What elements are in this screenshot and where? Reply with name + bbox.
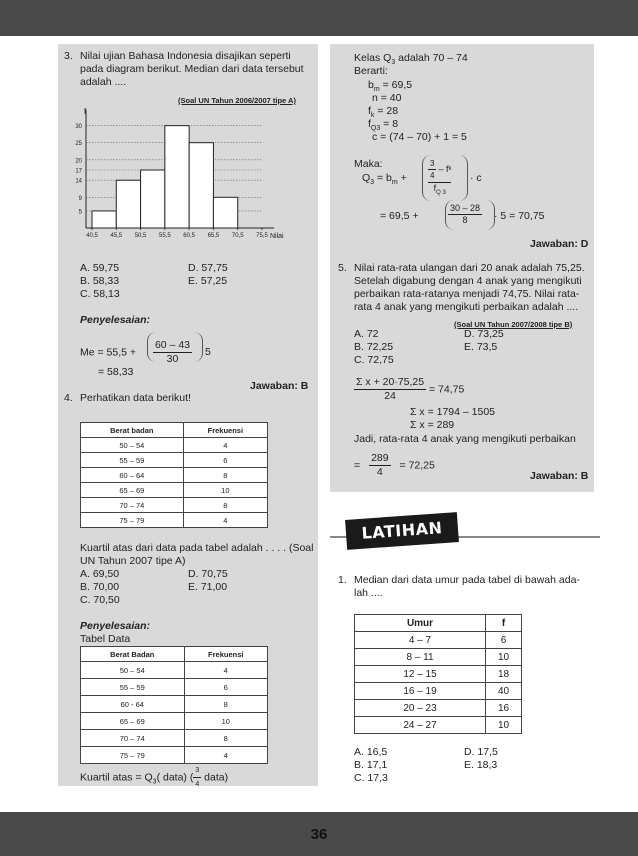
q4-options-right: D. 70,75 E. 71,00 [188, 568, 228, 593]
eq2-prefix: = 69,5 + [380, 210, 419, 222]
table-row: 70 – 74 8 [81, 730, 268, 747]
q5-eq3: Σ x = 289 [410, 419, 455, 431]
q4-table-2: Berat Badan Frekuensi 50 – 54 4 55 – 59 6 60 - 64 8 65 – 69 10 70 – 74 8 75 – 79 4 [80, 646, 268, 764]
fq3-line: $f_{Q3} = 8$ [368, 118, 399, 133]
top-torn-band [0, 0, 638, 36]
table-row: 65 – 69 10 [81, 713, 268, 730]
page-number: 36 [310, 826, 328, 843]
eq2-fraction: $\frac{30 - 28}{8}$ [450, 203, 481, 225]
q5-eq2: Σ x = 1794 – 1505 [410, 406, 496, 418]
q4-solution-label: Penyelesaian: [80, 620, 151, 632]
y-tick-label: 5 [78, 209, 82, 216]
table-row: 75 – 79 4 [81, 513, 268, 528]
l1-text: Median dari data umur pada tabel di bawah ada- lah .... [354, 574, 580, 599]
x-tick-label: 75,5 [256, 233, 268, 239]
q4-table: Berat badan Frekuensi 50 – 54 4 55 – 59 6 60 – 64 8 65 – 69 10 70 – 74 8 75 – 79 4 [80, 422, 268, 528]
histogram-chart [72, 104, 312, 246]
q3-answer: Jawaban: B [250, 380, 309, 392]
y-tick-label: 20 [75, 158, 82, 165]
y-tick-label: 17 [75, 168, 82, 175]
n-line: n = 40 [372, 92, 402, 104]
l1-options-right: D. 17,5 E. 18,3 [464, 746, 498, 771]
x-tick-label: 65,5 [207, 233, 220, 239]
berarti-label: Berarti: [354, 65, 388, 77]
histogram-bar [213, 197, 237, 228]
table-row: 60 – 64 8 [81, 468, 268, 483]
table-row: 55 – 59 6 [81, 679, 268, 696]
table-row: 65 – 69 10 [81, 483, 268, 498]
q5-answer: Jawaban: B [530, 470, 589, 482]
x-tick-label: 70,5 [231, 233, 244, 239]
y-tick-label: 14 [75, 178, 82, 185]
q3-source: (Soal UN Tahun 2006/2007 tipe A) [178, 96, 296, 105]
formula-fraction: $\frac{3}{4}$ – f k $f_{Q 3}$ [428, 158, 451, 199]
x-tick-label: 40,5 [86, 233, 98, 239]
kelas-q3: Kelas $Q_3$ adalah 70 – 74 [354, 52, 468, 67]
q5-options-left: A. 72 B. 72,25 C. 72,75 [354, 328, 394, 366]
q5-text: Nilai rata-rata ulangan dari 20 anak adalah 75,25. Setelah digabung dengan 4 anak yang mengikuti perbaikan rata-ratanya menjadi 74,75. Nilai rata- rata 4 anak yang mengikuti perbaikan adalah .... [354, 262, 585, 313]
q3-options-right: D. 57,75 E. 57,25 [188, 262, 228, 287]
histogram-bar [165, 126, 189, 228]
q3-options-left: A. 59,75 B. 58,33 C. 58,13 [80, 262, 120, 300]
q3-me-result: = 58,33 [98, 366, 134, 378]
maka-label: Maka: [354, 158, 383, 170]
table-row: 8 – 11 10 [355, 649, 522, 666]
table-row: 16 – 19 40 [355, 683, 522, 700]
times-c: · c [470, 172, 482, 184]
table-row: 60 - 64 8 [81, 696, 268, 713]
bm-line: $b_m = 69,5$ [368, 79, 413, 94]
histogram-bar [116, 180, 140, 228]
l1-number: 1. [338, 574, 347, 586]
x-tick-label: 55,5 [159, 233, 171, 239]
q3-text: Nilai ujian Bahasa Indonesia disajikan seperti pada diagram berikut. Median dari data tersebut adalah .... [80, 50, 304, 88]
fk-line: $f_k = 28$ [368, 105, 399, 120]
y-tick-label: 9 [78, 195, 82, 202]
latihan-soal-heading: LATIHAN SOAL [345, 512, 459, 550]
histogram-bar [141, 170, 165, 228]
q4-answer: Jawaban: D [530, 238, 589, 250]
c-line: c = (74 – 70) + 1 = 5 [372, 131, 467, 143]
table-row: 70 – 74 8 [81, 498, 268, 513]
histogram-bar [92, 211, 116, 228]
q5-jadi: Jadi, rata-rata 4 anak yang mengikuti perbaikan [354, 433, 576, 445]
q4-text: Perhatikan data berikut! [80, 392, 191, 404]
table-row: 24 – 27 10 [355, 717, 522, 734]
q3-paren [147, 332, 203, 362]
q5-source: (Soal UN Tahun 2007/2008 tipe B) [454, 320, 573, 329]
x-axis-label: Nilai [270, 233, 284, 240]
q3-solution-label: Penyelesaian: [80, 314, 151, 326]
table-row: 4 – 7 6 [355, 632, 522, 649]
table-row: 50 – 54 4 [81, 438, 268, 453]
q5-final: = $\frac{289}{4}$ = 72,25 [354, 452, 435, 478]
table-row: 12 – 15 18 [355, 666, 522, 683]
table-row: 55 – 59 6 [81, 453, 268, 468]
q5-eq1: $\frac{\text{Σ x + 20·75,25}}{24}$ = 74,75 [356, 376, 465, 402]
q3-me-formula: Me = 55,5 + $\frac{60 - 43}{30}$ 5 [80, 339, 211, 365]
histogram-bar [189, 143, 213, 228]
q4-question: Kuartil atas dari data pada tabel adalah . . . . (Soal UN Tahun 2007 tipe A) [80, 542, 314, 567]
y-axis-label: f [84, 107, 87, 116]
table-row: 50 – 54 4 [81, 662, 268, 679]
x-tick-label: 50,5 [134, 233, 147, 239]
q5-options-right: D. 73,25 E. 73,5 [464, 328, 504, 353]
table-row: 20 – 23 16 [355, 700, 522, 717]
y-tick-label: 30 [75, 124, 82, 131]
q4-kuartil-line: Kuartil atas = $Q_3$( data) ( $\frac{3}{4}$ data) [80, 764, 228, 791]
x-tick-label: 45,5 [110, 233, 123, 239]
q4-table-label: Tabel Data [80, 633, 131, 645]
q3-number: 3. [64, 50, 73, 62]
x-tick-label: 60,5 [183, 233, 195, 239]
eq2-suffix: · 5 = 70,75 [494, 210, 545, 222]
umur-table: Umur f 4 – 7 6 8 – 11 10 12 – 15 18 16 – 19 40 20 – 23 16 24 – 27 10 [354, 614, 522, 734]
q3-formula-lhs: $Q_3 = b_m$ + [362, 172, 407, 187]
l1-options-left: A. 16,5 B. 17,1 C. 17,3 [354, 746, 388, 784]
q4-options-left: A. 69,50 B. 70,00 C. 70,50 [80, 568, 120, 606]
table-row: 75 – 79 4 [81, 747, 268, 764]
q5-number: 5. [338, 262, 347, 274]
y-tick-label: 25 [75, 141, 82, 148]
q4-number: 4. [64, 392, 73, 404]
